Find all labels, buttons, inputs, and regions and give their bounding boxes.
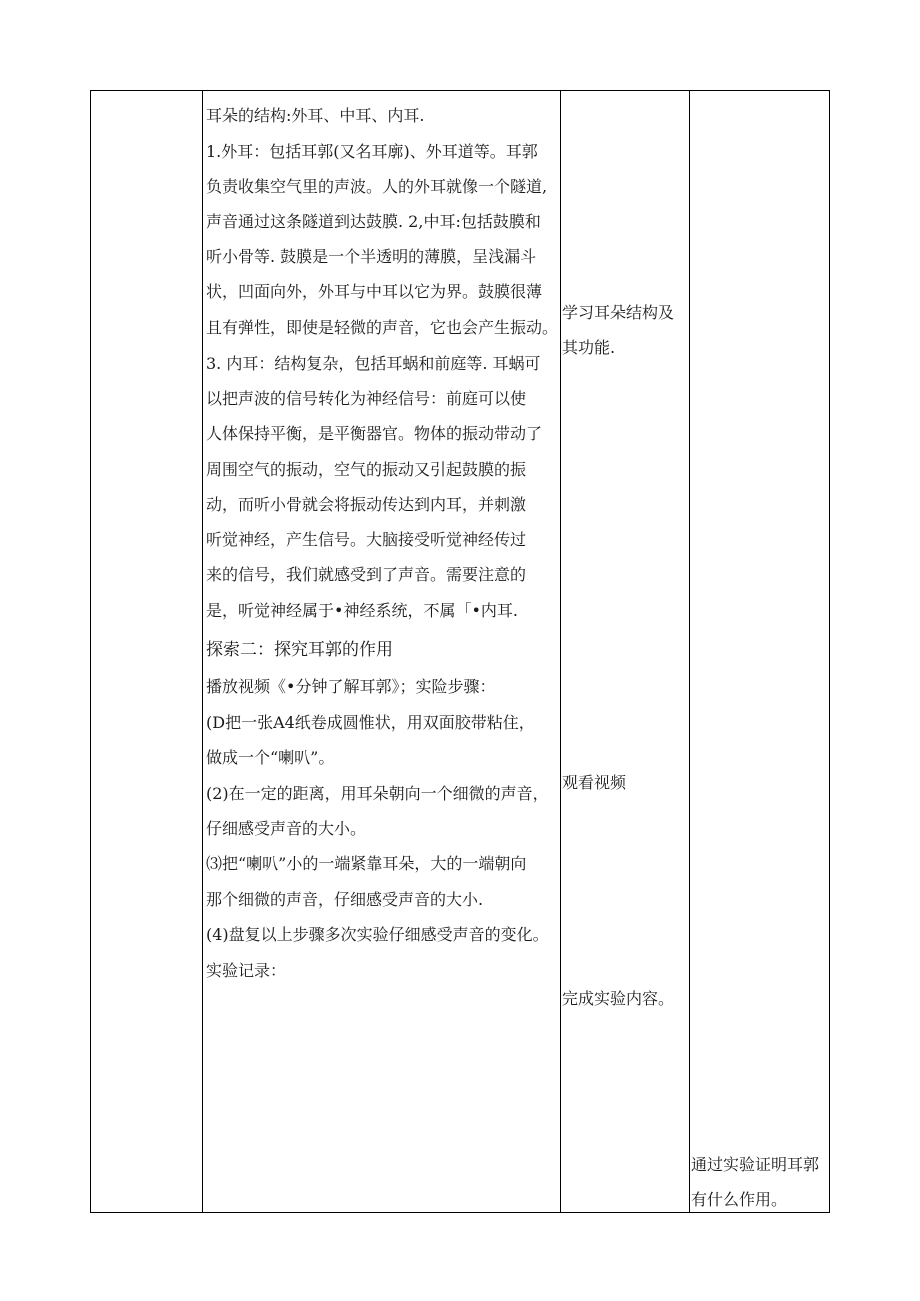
content-line: 声音通过这条隧道到达鼓膜. 2,中耳:包括鼓膜和 <box>206 212 541 231</box>
content-line: 1.外耳：包括耳郭(又名耳廓)、外耳道等。耳郭 <box>206 142 538 161</box>
intent-note: 通过实验证明耳郭 <box>691 1155 820 1174</box>
content-line: (D把一张A4纸卷成圆惟状，用双面胶带粘住， <box>206 713 535 732</box>
content-line: 来的信号，我们就感受到了声音。需要注意的 <box>206 565 527 584</box>
activity-note: 观看视频 <box>562 773 627 792</box>
content-line: 周围空气的振动，空气的振动又引起鼓膜的振 <box>206 460 527 479</box>
column-1-cell <box>91 91 202 1212</box>
content-line: 听觉神经，产生信号。大脑接受听觉神经传过 <box>206 530 527 549</box>
activity-note: 学习耳朵结构及 <box>562 303 675 322</box>
content-line: 耳朵的结构:外耳、中耳、内耳. <box>206 106 425 125</box>
activity-note: 完成实验内容。 <box>562 989 675 1008</box>
content-line: 人体保持平衡，是平衡器官。物体的振动带动了 <box>206 424 543 443</box>
content-line: 且有弹性，即使是轻微的声音，它也会产生振动。 <box>206 318 559 337</box>
content-line: 播放视频《•分钟了解耳郭》；实险步骤： <box>206 677 496 696</box>
intent-note: 有什么作用。 <box>691 1190 788 1209</box>
teaching-content-cell <box>203 91 561 1212</box>
content-line: (4)盘复以上步骤多次实验仔细感受声音的变化。 <box>206 925 549 944</box>
student-activity-cell <box>561 91 689 1212</box>
content-line: (2)在一定的距离，用耳朵朝向一个细微的声音， <box>206 784 549 803</box>
activity-note: 其功能. <box>562 338 616 357</box>
content-line: ⑶把“喇叭”小的一端紧靠耳朵，大的一端朝向 <box>206 854 527 873</box>
lesson-table <box>90 90 830 1213</box>
content-line: 动，而听小骨就会将振动传达到内耳，并刺激 <box>206 495 527 514</box>
content-line: 状，凹面向外，外耳与中耳以它为界。鼓膜很薄 <box>206 282 543 301</box>
content-line: 3. 内耳：结构复杂，包括耳蜗和前庭等. 耳蜗可 <box>206 354 541 373</box>
content-line: 仔细感受声音的大小。 <box>206 819 367 838</box>
section-heading: 探索二：探究耳郭的作用 <box>206 640 393 660</box>
content-line: 是，听觉神经属于•神经系统，不属「•内耳. <box>206 601 518 620</box>
content-line: 实验记录： <box>206 961 287 980</box>
content-line: 负责收集空气里的声波。人的外耳就像一个隧道, <box>206 177 548 196</box>
content-line: 听小骨等. 鼓膜是一个半透明的薄膜，呈浅漏斗 <box>206 247 537 266</box>
content-line: 做成一个“喇叭”。 <box>206 748 335 767</box>
content-line: 那个细微的声音，仔细感受声音的大小. <box>206 890 484 909</box>
design-intent-cell <box>690 91 829 1212</box>
content-line: 以把声波的信号转化为神经信号：前庭可以使 <box>206 389 527 408</box>
